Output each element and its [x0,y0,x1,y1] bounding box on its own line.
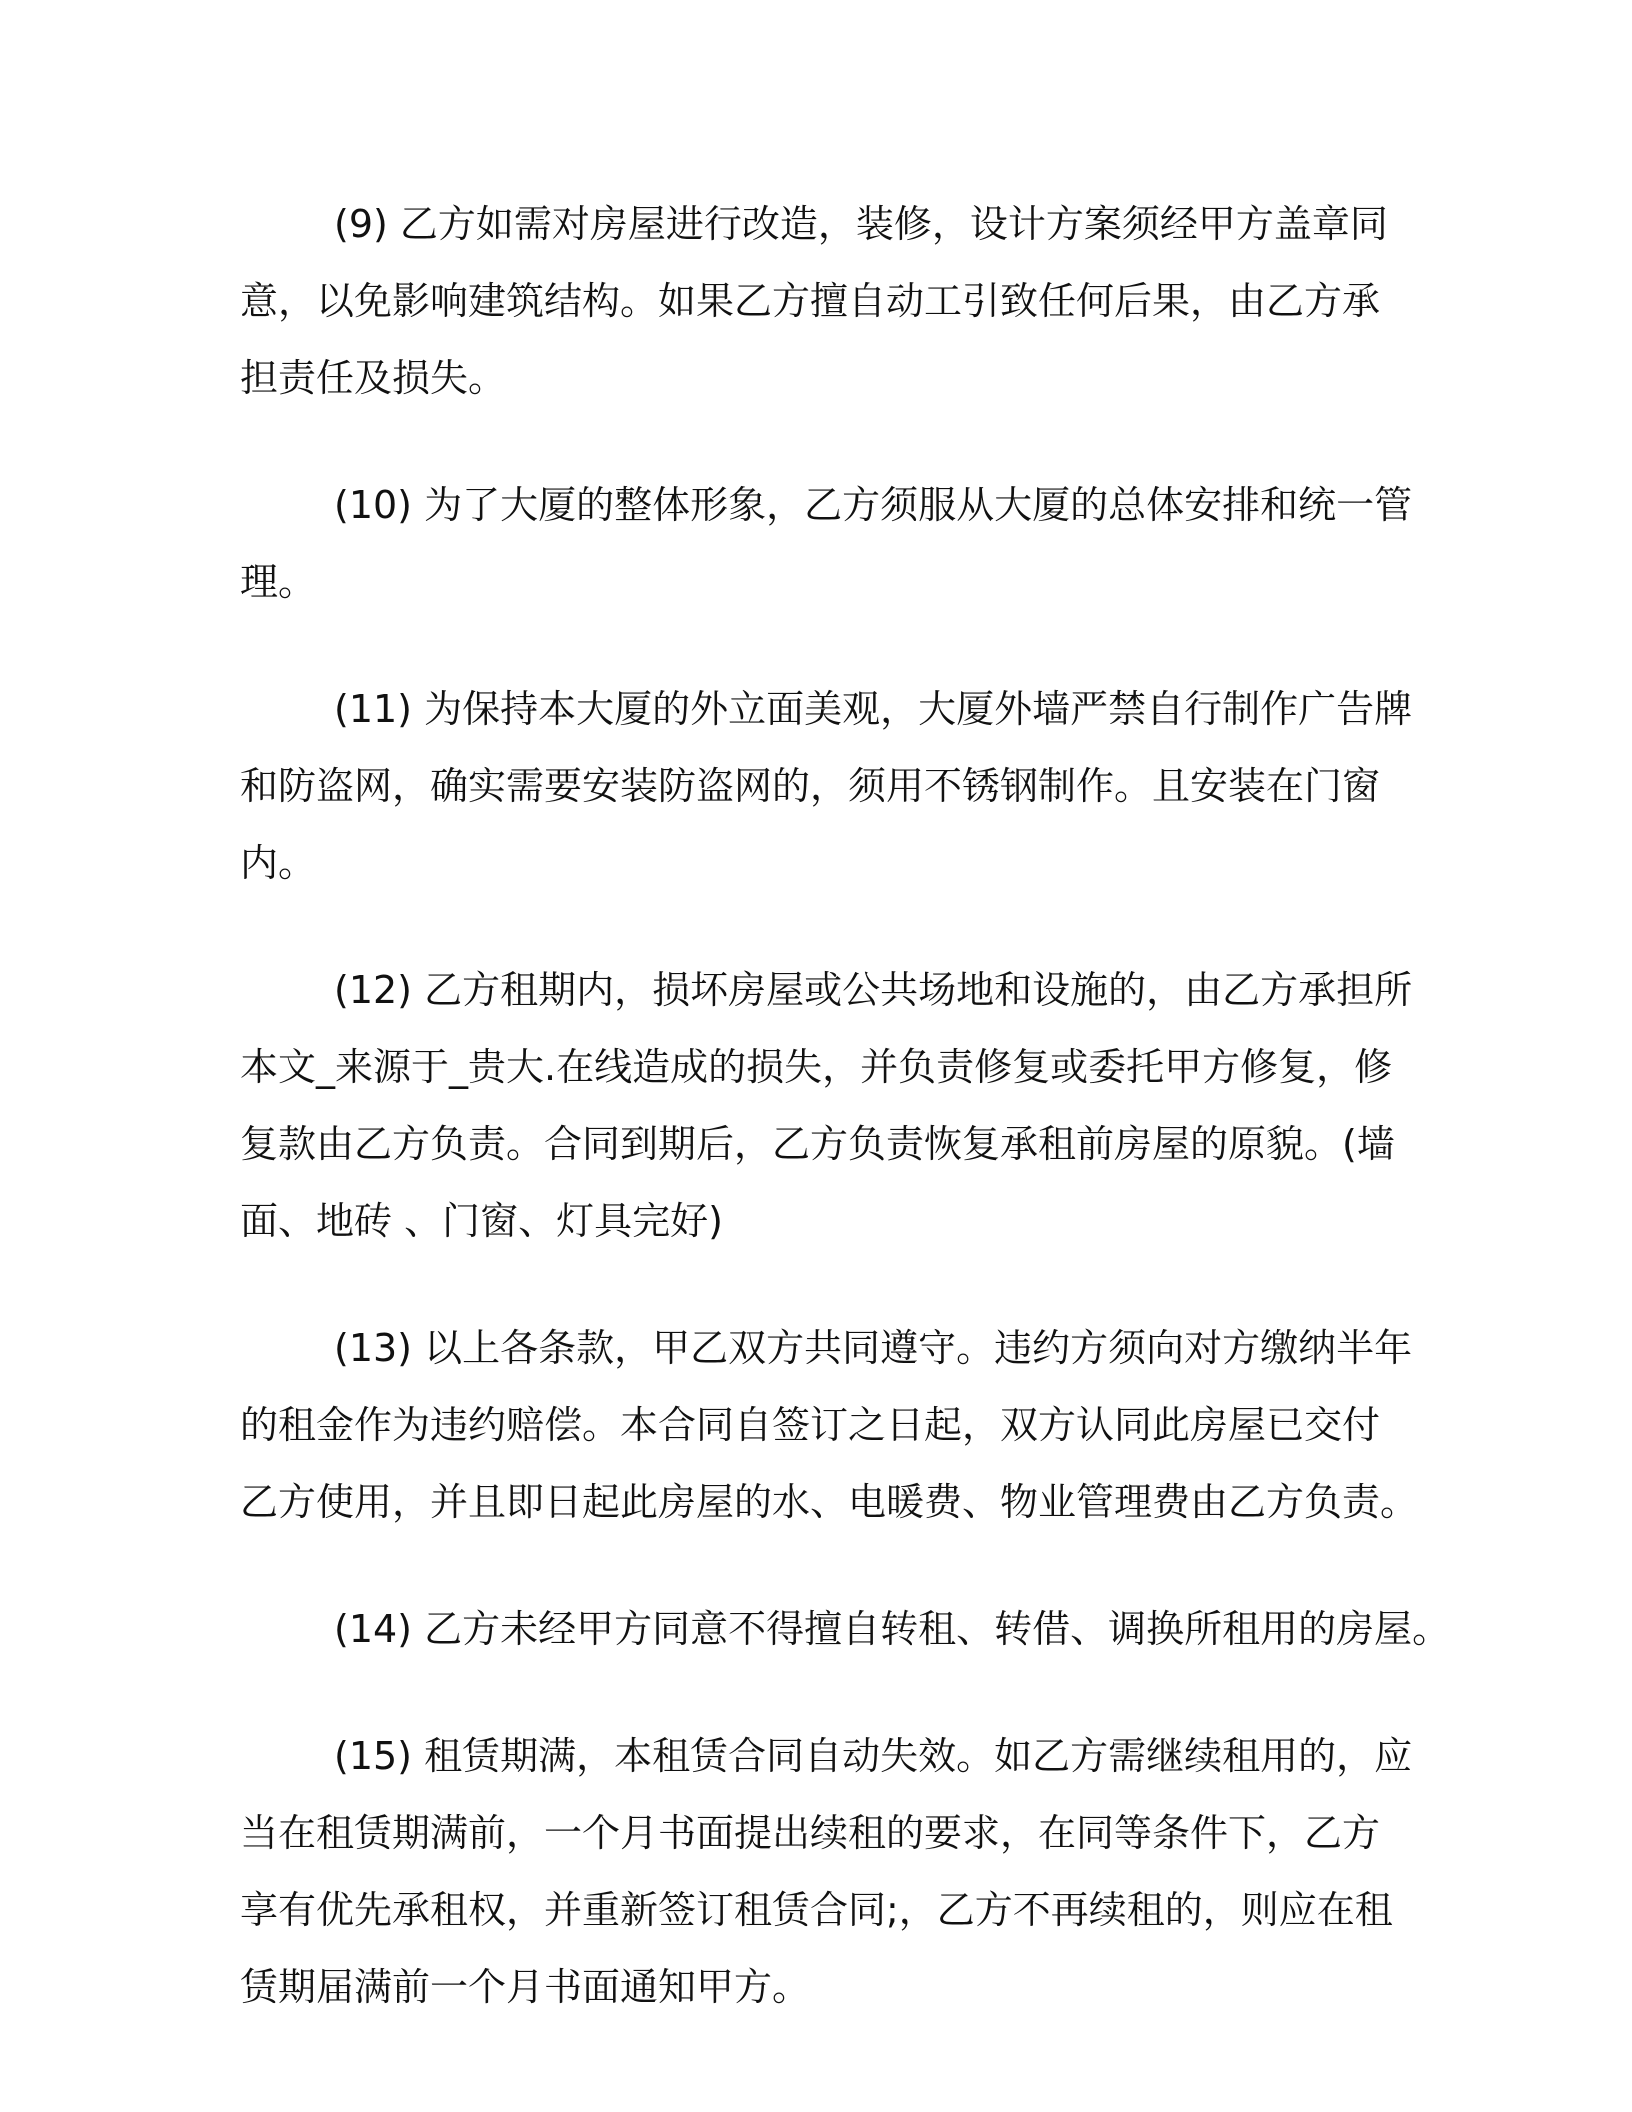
text-line: 面、地砖 、门窗、灯具完好) [240,1199,723,1243]
text-line: 本文_来源于_贵大.在线造成的损失，并负责修复或委托甲方修复，修 [240,1045,1393,1089]
text-line: 意，以免影响建筑结构。如果乙方擅自动工引致任何后果，由乙方承 [240,279,1381,323]
text-line: (15) 租赁期满，本租赁合同自动失效。如乙方需继续租用的，应 [334,1734,1413,1778]
text-line: (12) 乙方租期内，损坏房屋或公共场地和设施的，由乙方承担所 [334,968,1413,1012]
clause-11 [240,671,1413,902]
document-page [240,186,1451,2076]
clause-15 [240,1718,1413,2026]
clause-12 [240,952,1413,1260]
text-line: 理。 [240,560,317,604]
clause-13 [240,1310,1419,1541]
text-line: (9) 乙方如需对房屋进行改造，装修，设计方案须经甲方盖章同 [334,202,1388,246]
text-line: (14) 乙方未经甲方同意不得擅自转租、转借、调换所租用的房屋。 [334,1607,1451,1651]
text-line: 复款由乙方负责。合同到期后，乙方负责恢复承租前房屋的原貌。(墙 [240,1122,1395,1166]
text-line: (11) 为保持本大厦的外立面美观，大厦外墙严禁自行制作广告牌 [334,687,1413,731]
clause-9 [240,186,1390,417]
text-line: 赁期届满前一个月书面通知甲方。 [240,1965,811,2009]
clause-10 [240,467,1413,621]
text-line: (10) 为了大厦的整体形象，乙方须服从大厦的总体安排和统一管 [334,483,1413,527]
text-line: (13) 以上各条款，甲乙双方共同遵守。违约方须向对方缴纳半年 [334,1326,1413,1370]
text-line: 乙方使用，并且即日起此房屋的水、电暖费、物业管理费由乙方负责。 [240,1480,1419,1524]
text-line: 享有优先承租权，并重新签订租赁合同;，乙方不再续租的，则应在租 [240,1888,1393,1932]
clause-14 [240,1591,1451,1668]
text-line: 内。 [240,841,317,885]
text-line: 的租金作为违约赔偿。本合同自签订之日起，双方认同此房屋已交付 [240,1403,1381,1447]
text-line: 和防盗网，确实需要安装防盗网的，须用不锈钢制作。且安装在门窗 [240,764,1381,808]
text-line: 当在租赁期满前，一个月书面提出续租的要求，在同等条件下，乙方 [240,1811,1381,1855]
text-line: 担责任及损失。 [240,356,507,400]
